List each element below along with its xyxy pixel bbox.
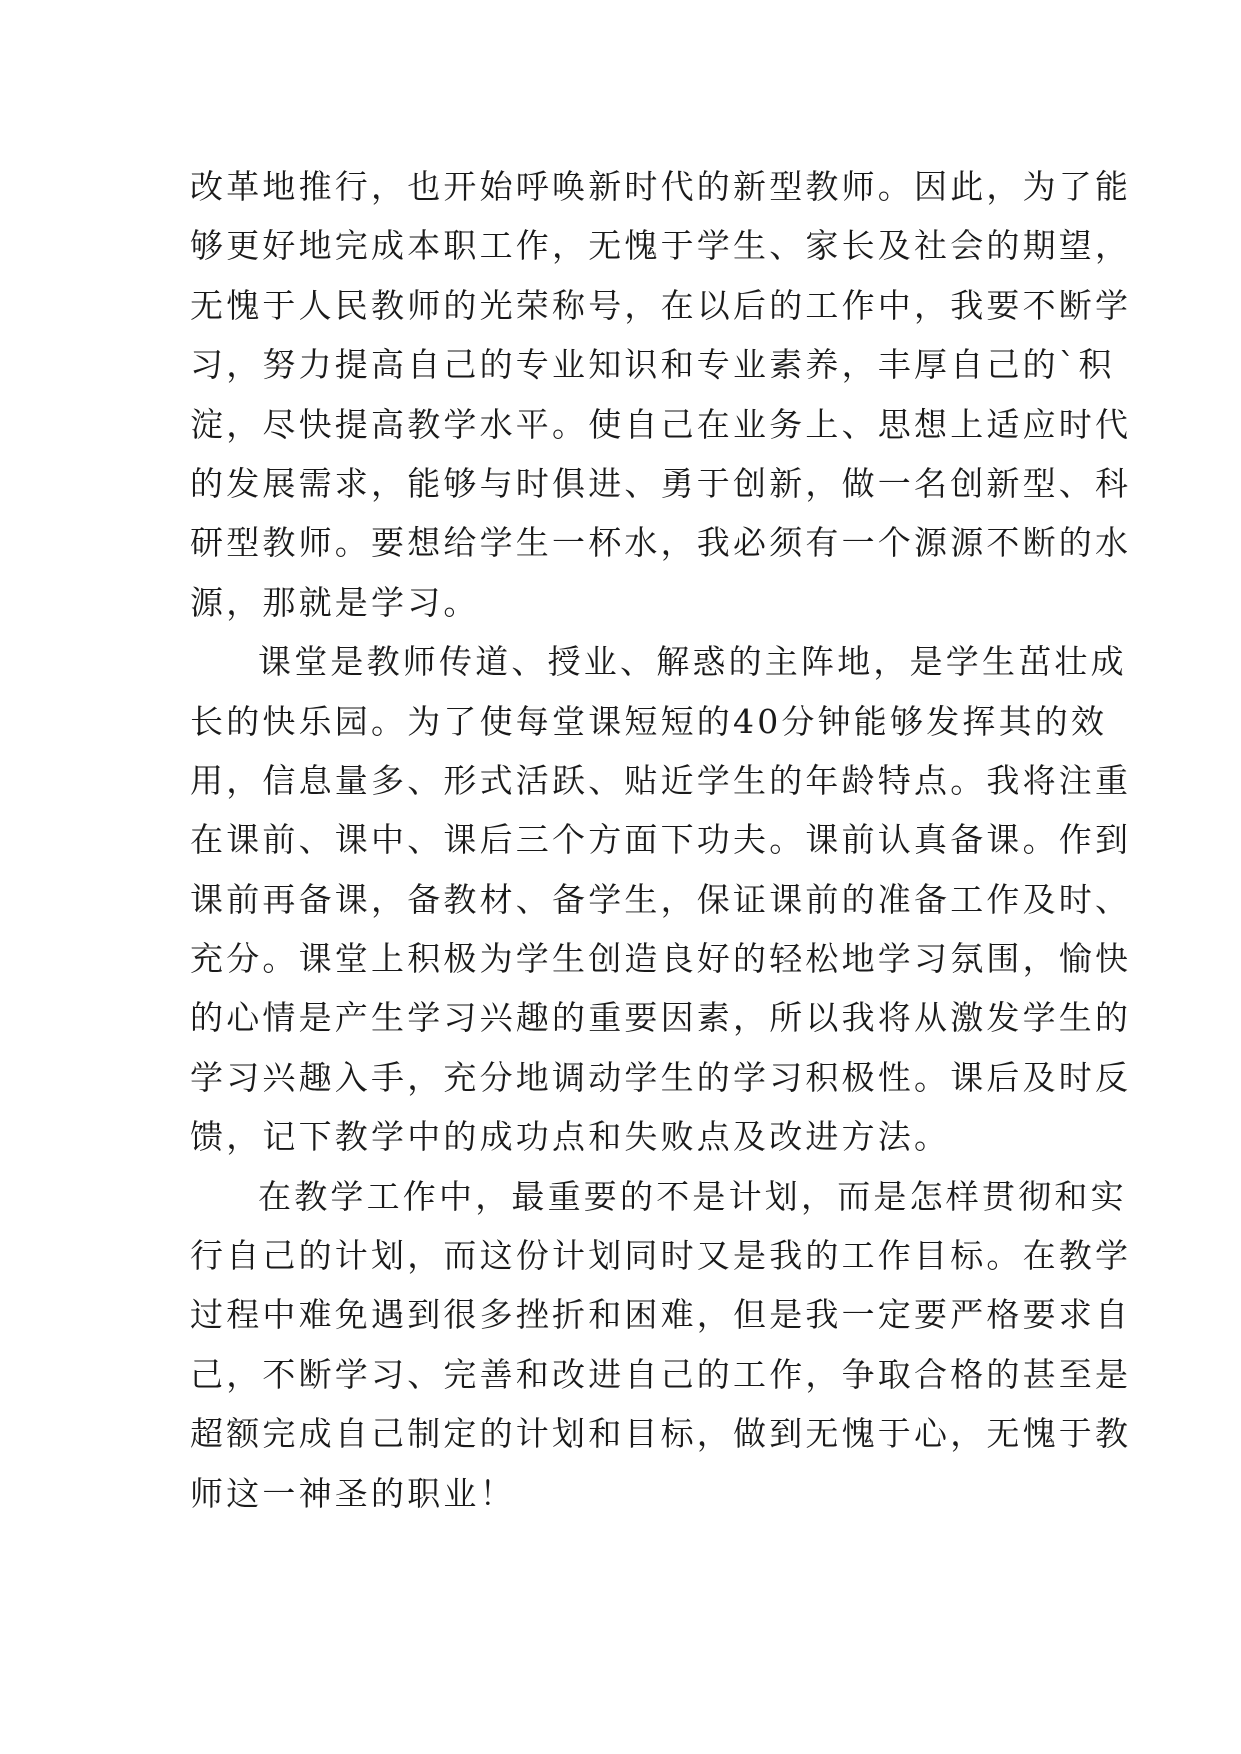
- text-line: 馈，记下教学中的成功点和失败点及改进方法。: [190, 1117, 951, 1157]
- text-line: 无愧于人民教师的光荣称号，在以后的工作中，我要不断学: [190, 285, 1132, 325]
- text-line: 学习兴趣入手，充分地调动学生的学习积极性。课后及时反: [190, 1057, 1132, 1097]
- text-line: 研型教师。要想给学生一杯水，我必须有一个源源不断的水: [190, 523, 1132, 563]
- text-line: 够更好地完成本职工作，无愧于学生、家长及社会的期望，: [190, 226, 1132, 266]
- text-line: 用，信息量多、形式活跃、贴近学生的年龄特点。我将注重: [190, 760, 1132, 800]
- text-line: 超额完成自己制定的计划和目标，做到无愧于心，无愧于教: [190, 1414, 1132, 1454]
- text-line: 在课前、课中、课后三个方面下功夫。课前认真备课。作到: [190, 820, 1132, 860]
- text-line: 改革地推行，也开始呼唤新时代的新型教师。因此，为了能: [190, 167, 1132, 206]
- text-line: 课前再备课，备教材、备学生，保证课前的准备工作及时、: [190, 879, 1132, 919]
- text-line: 师这一神圣的职业！: [190, 1473, 516, 1513]
- text-line: 过程中难免遇到很多挫折和困难，但是我一定要严格要求自: [190, 1295, 1132, 1335]
- text-line: 习，努力提高自己的专业知识和专业素养，丰厚自己的`积: [190, 345, 1115, 385]
- text-line: 己，不断学习、完善和改进自己的工作，争取合格的甚至是: [190, 1354, 1132, 1394]
- text-line: 的发展需求，能够与时俱进、勇于创新，做一名创新型、科: [190, 463, 1132, 503]
- text-line: 的心情是产生学习兴趣的重要因素，所以我将从激发学生的: [190, 998, 1132, 1038]
- paragraph-first-line: 课堂是教师传道、授业、解惑的主阵地，是学生茁壮成: [258, 642, 1127, 682]
- text-line: 充分。课堂上积极为学生创造良好的轻松地学习氛围，愉快: [190, 939, 1132, 979]
- text-line: 淀，尽快提高教学水平。使自己在业务上、思想上适应时代: [190, 404, 1132, 444]
- text-line: 行自己的计划，而这份计划同时又是我的工作目标。在教学: [190, 1236, 1132, 1276]
- text-line: 长的快乐园。为了使每堂课短短的40分钟能够发挥其的效: [190, 701, 1108, 741]
- paragraph-first-line: 在教学工作中，最重要的不是计划，而是怎样贯彻和实: [258, 1176, 1127, 1216]
- text-line: 源，那就是学习。: [190, 582, 480, 622]
- body-text: [190, 157, 1132, 1523]
